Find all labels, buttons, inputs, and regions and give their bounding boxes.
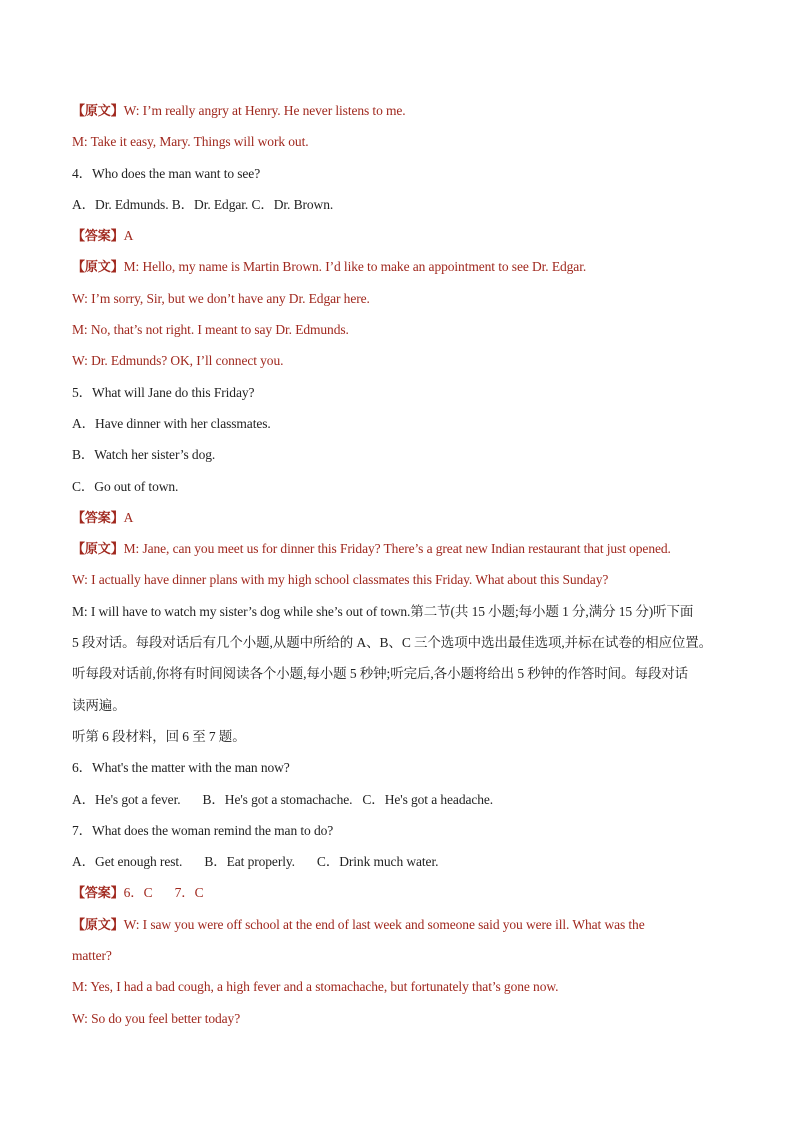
transcript-line: M: I will have to watch my sister’s dog while she’s out of town.第二节(共 15 小题;每小题 1 分,满分 15 分)听下面 xyxy=(72,603,694,619)
question-4: 4．Who does the man want to see? xyxy=(72,165,261,181)
answer-line xyxy=(72,502,732,533)
instruction-line: 5 段对话。每段对话后有几个小题,从题中所给的 A、B、C 三个选项中选出最佳选项,并标在试卷的相应位置。 xyxy=(72,635,713,651)
answer-text: A xyxy=(123,228,134,244)
option-b: B．He's got a stomachache. xyxy=(202,791,353,807)
transcript-line: W: I’m sorry, Sir, but we don’t have any Dr. Edgar here. xyxy=(72,290,370,306)
transcript-tag: 【原文】 xyxy=(72,542,124,558)
option-c: C．Drink much water. xyxy=(316,854,439,870)
transcript-tag: 【原文】 xyxy=(72,104,124,119)
transcript-text: W: I saw you were off school at the end of last week and someone said you were ill. What was the xyxy=(123,916,645,932)
transcript-line: W: So do you feel better today? xyxy=(72,1010,241,1026)
transcript-line: W: Dr. Edmunds? OK, I’ll connect you. xyxy=(72,353,284,369)
transcript-line: M: Yes, I had a bad cough, a high fever and a stomachache, but fortunately that’s gone now. xyxy=(72,979,559,995)
answer-line xyxy=(72,220,732,251)
transcript-line: M: No, that’s not right. I meant to say Dr. Edmunds. xyxy=(72,322,349,338)
question-5-option-b: B．Watch her sister’s dog. xyxy=(72,447,216,463)
answer-line xyxy=(72,877,732,908)
question-7: 7．What does the woman remind the man to do? xyxy=(72,822,334,838)
transcript-line xyxy=(72,95,732,126)
question-5-option-c: C．Go out of town. xyxy=(72,478,179,494)
transcript-line xyxy=(72,909,732,940)
option-a: A．He's got a fever. xyxy=(72,791,181,807)
instruction-line: 听每段对话前,你将有时间阅读各个小题,每小题 5 秒钟;听完后,各小题将给出 5 秒钟的作答时间。每段对话 xyxy=(72,666,689,682)
question-6: 6．What's the matter with the man now? xyxy=(72,760,290,776)
option-c: C．He's got a headache. xyxy=(362,791,494,807)
document-page xyxy=(72,95,732,1034)
instruction-line: 读两遍。 xyxy=(72,697,126,713)
option-a: A．Get enough rest. xyxy=(72,854,183,870)
answer-tag: 【答案】 xyxy=(72,229,124,245)
transcript-tag: 【原文】 xyxy=(72,260,124,276)
question-5: 5．What will Jane do this Friday? xyxy=(72,384,255,400)
question-5-option-a: A．Have dinner with her classmates. xyxy=(72,415,271,431)
answer-text: 7．C xyxy=(174,885,204,901)
answer-tag: 【答案】 xyxy=(72,510,124,526)
answer-tag: 【答案】 xyxy=(72,886,124,902)
transcript-line: W: I actually have dinner plans with my high school classmates this Friday. What about this Sunday? xyxy=(72,572,609,588)
answer-text: 6．C xyxy=(123,885,153,901)
transcript-line xyxy=(72,533,732,564)
transcript-line xyxy=(72,251,732,282)
option-b: B．Eat properly. xyxy=(204,854,295,870)
question-4-options: A．Dr. Edmunds. B．Dr. Edgar. C．Dr. Brown. xyxy=(72,196,334,212)
answer-text: A xyxy=(123,509,134,525)
transcript-line: matter? xyxy=(72,948,112,964)
transcript-text: M: Jane, can you meet us for dinner this Friday? There’s a great new Indian restaurant that just opened. xyxy=(123,541,671,557)
section-heading: 听第 6 段材料，回 6 至 7 题。 xyxy=(72,728,246,744)
transcript-text: W: I’m really angry at Henry. He never listens to me. xyxy=(123,103,406,118)
question-6-options xyxy=(72,784,732,815)
transcript-line: M: Take it easy, Mary. Things will work out. xyxy=(72,134,309,150)
transcript-text: M: Hello, my name is Martin Brown. I’d like to make an appointment to see Dr. Edgar. xyxy=(123,259,587,275)
transcript-tag: 【原文】 xyxy=(72,917,124,933)
question-7-options xyxy=(72,846,732,877)
